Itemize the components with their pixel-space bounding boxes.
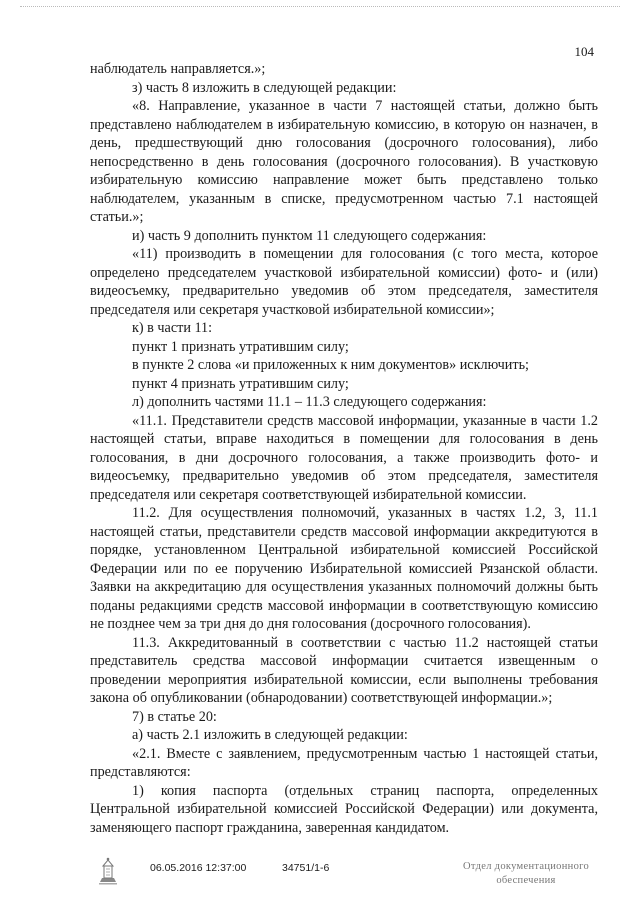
page-number: 104 [574, 44, 594, 59]
top-scan-border [20, 6, 620, 9]
paragraph: и) часть 9 дополнить пунктом 11 следующего содержания: [132, 227, 487, 244]
paragraph: пункт 1 признать утратившим силу; [132, 338, 349, 355]
page-footer [0, 850, 640, 900]
paragraph: 11.2. Для осуществления полномочий, указанных в частях 1.2, 3, 11.1 настоящей статьи, представители средств массовой информации аккредитуются в порядке, установленном Центральной избирательной комиссией Российской Федерации или по ее поручению Избирательной комиссией Рязанской области. Заявки на аккредитацию для осуществления указанных полномочий должны быть поданы редакциями средств массовой информации в соответствующую комиссию не позднее чем за три дня до дня голосования (досрочного голосования). [90, 505, 598, 632]
paragraph: 11.3. Аккредитованный в соответствии с частью 11.2 настоящей статьи представитель средства массовой информации считается извещенным о проведении мероприятия избирательной комиссии, если выполнены требования закона об опубликовании (обнародовании) соответствующей информации.»; [90, 634, 598, 706]
paragraph: в пункте 2 слова «и приложенных к ним документов» исключить; [132, 357, 529, 373]
paragraph: «8. Направление, указанное в части 7 настоящей статьи, должно быть представлено наблюдателем в избирательную комиссию, в которую он назначен, в день, предшествующий дню голосования (досрочного голосования), либо непосредственно в день голосования (досрочного голосования). В участковую избирательную комиссию направление может быть представлено только наблюдателем, указанным в списке, предусмотренном частью 7.1 настоящей статьи.»; [90, 98, 598, 225]
paragraph: «11) производить в помещении для голосования (с того места, которое определено председателем участковой избирательной комиссии) фото- и (или) видеосъемку, предварительно уведомив об этом председателя, заместителя председателя или секретаря участковой избирательной комиссии»; [90, 246, 598, 318]
footer-dept-line-1: Отдел документационного [462, 861, 590, 872]
paragraph: 1) копия паспорта (отдельных страниц паспорта, определенных Центральной избирательной комиссией Российской Федерации) или документа, заменяющего паспорт гражданина, заверенная кандидатом. [90, 782, 598, 836]
footer-document-code: 34751/1-6 [282, 862, 330, 874]
paragraph: «11.1. Представители средств массовой информации, указанные в части 1.2 настоящей статьи, вправе находиться в помещении для голосования в день голосования, в дни досрочного голосования, а также производить фото- и видеосъемку, предварительно уведомив об этом председателя, заместителя председателя или секретаря соответствующей избирательной комиссии. [90, 412, 598, 503]
paragraph: к) в части 11: [132, 320, 213, 336]
paragraph: наблюдатель направляется.»; [90, 61, 266, 77]
paragraph: «2.1. Вместе с заявлением, предусмотренным частью 1 настоящей статьи, представляются: [90, 745, 598, 780]
footer-date: 06.05.2016 12:37:00 [150, 862, 247, 874]
paragraph: а) часть 2.1 изложить в следующей редакции: [132, 727, 408, 743]
paragraph: л) дополнить частями 11.1 – 11.3 следующего содержания: [132, 394, 487, 410]
footer-department-stamp [446, 860, 606, 888]
paragraph: 7) в статье 20: [132, 708, 217, 725]
document-body [90, 60, 598, 837]
coat-of-arms-icon [96, 856, 120, 886]
paragraph: пункт 4 признать утратившим силу; [132, 375, 349, 392]
footer-dept-line-2: обеспечения [496, 875, 556, 886]
paragraph: з) часть 8 изложить в следующей редакции: [132, 79, 397, 96]
